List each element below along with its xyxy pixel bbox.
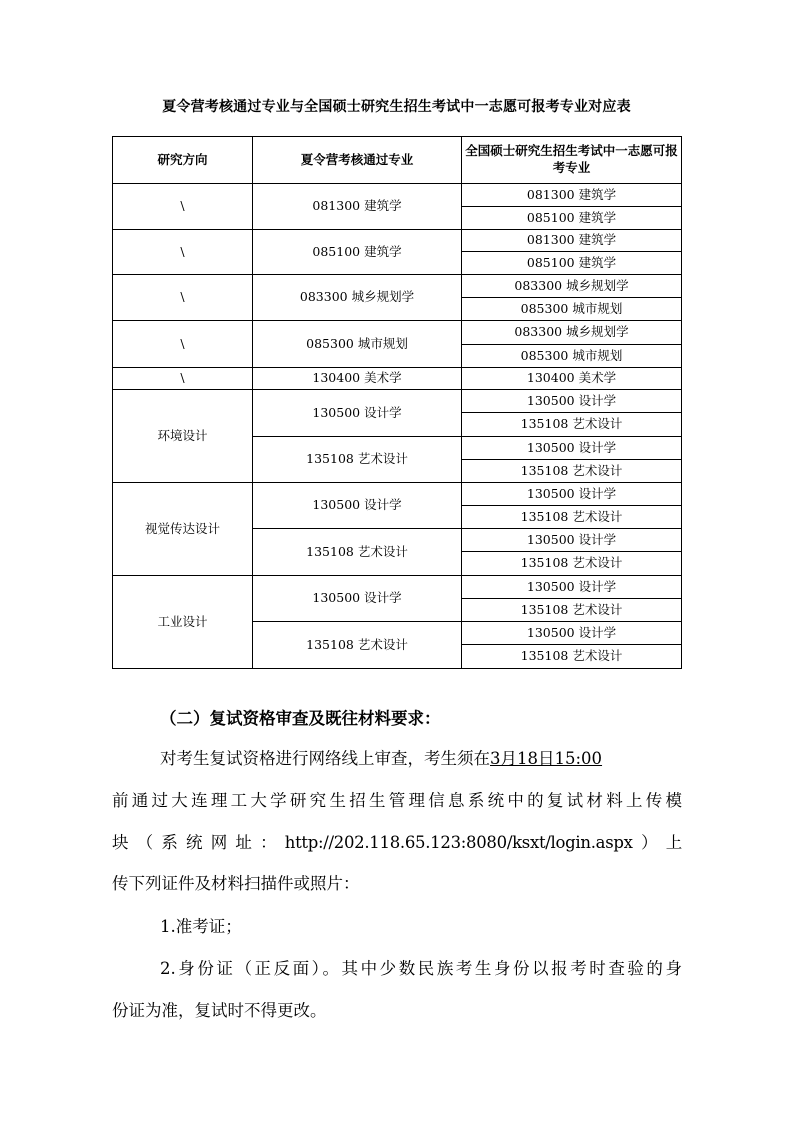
table-row [113,230,682,252]
exam-major-cell: 085300 城市规划 [462,345,682,368]
exam-major-cell: 085300 城市规划 [462,298,682,321]
exam-major-cell: 085100 建筑学 [462,252,682,275]
exam-major-cell: 135108 艺术设计 [462,552,682,576]
table-row [113,368,682,390]
direction-cell: \ [113,275,253,321]
direction-cell: \ [113,230,253,275]
camp-major-cell: 135108 艺术设计 [253,622,462,669]
exam-major-cell: 130500 设计学 [462,390,682,413]
direction-cell: \ [113,321,253,368]
table-row [113,390,682,413]
camp-major-cell: 130500 设计学 [253,390,462,437]
direction-cell: 工业设计 [113,576,253,669]
document-title: 夏令营考核通过专业与全国硕士研究生招生考试中一志愿可报考专业对应表 [162,99,631,115]
paragraph-line: 前通过大连理工大学研究生招生管理信息系统中的复试材料上传模 [112,791,682,810]
camp-major-cell: 130400 美术学 [253,368,462,390]
exam-major-cell: 135108 艺术设计 [462,413,682,437]
camp-major-cell: 130500 设计学 [253,483,462,529]
camp-major-cell: 130500 设计学 [253,576,462,622]
camp-major-cell: 135108 艺术设计 [253,529,462,576]
list-item-2: 2.身份证（正反面）。其中少数民族考生身份以报考时查验的身 [160,959,682,978]
exam-major-cell: 083300 城乡规划学 [462,275,682,298]
exam-major-cell: 135108 艺术设计 [462,599,682,622]
table-row [113,321,682,345]
direction-cell: \ [113,368,253,390]
paragraph-line: 传下列证件及材料扫描件或照片： [112,874,360,893]
exam-major-cell: 081300 建筑学 [462,184,682,207]
exam-major-cell: 135108 艺术设计 [462,460,682,483]
exam-major-cell: 083300 城乡规划学 [462,321,682,345]
camp-major-cell: 083300 城乡规划学 [253,275,462,321]
camp-major-cell: 135108 艺术设计 [253,437,462,483]
exam-major-cell: 130400 美术学 [462,368,682,390]
section-heading: （二）复试资格审查及既往材料要求： [160,709,441,728]
exam-major-cell: 135108 艺术设计 [462,506,682,529]
exam-major-cell: 130500 设计学 [462,483,682,506]
exam-major-cell: 081300 建筑学 [462,230,682,252]
paragraph-line [112,741,682,777]
camp-major-cell: 085100 建筑学 [253,230,462,275]
exam-major-cell: 130500 设计学 [462,437,682,460]
exam-major-cell: 135108 艺术设计 [462,645,682,669]
paragraph-text: 对考生复试资格进行网络线上审查，考生须在 [160,749,490,768]
list-item-1: 1.准考证； [160,917,242,936]
exam-major-cell: 130500 设计学 [462,529,682,552]
deadline-text: 3月18日15:00 [490,749,603,768]
header-exam-major: 全国硕士研究生招生考试中一志愿可报考专业 [462,137,682,184]
direction-cell: 视觉传达设计 [113,483,253,576]
camp-major-cell: 085300 城市规划 [253,321,462,368]
table-header-row [113,137,682,184]
table-row [113,275,682,298]
direction-cell: \ [113,184,253,230]
table-row [113,483,682,506]
camp-major-cell: 081300 建筑学 [253,184,462,230]
direction-cell: 环境设计 [113,390,253,483]
exam-major-cell: 130500 设计学 [462,622,682,645]
list-item-2-cont: 份证为准，复试时不得更改。 [112,1001,327,1020]
exam-major-cell: 130500 设计学 [462,576,682,599]
header-camp-major: 夏令营考核通过专业 [253,137,462,184]
exam-major-cell: 085100 建筑学 [462,207,682,230]
paragraph-line-url: 块（系统网址：http://202.118.65.123:8080/ksxt/login.aspx）上 [112,833,682,852]
header-direction: 研究方向 [113,137,253,184]
table-row [113,184,682,207]
table-row [113,576,682,599]
major-correspondence-table [112,136,682,669]
